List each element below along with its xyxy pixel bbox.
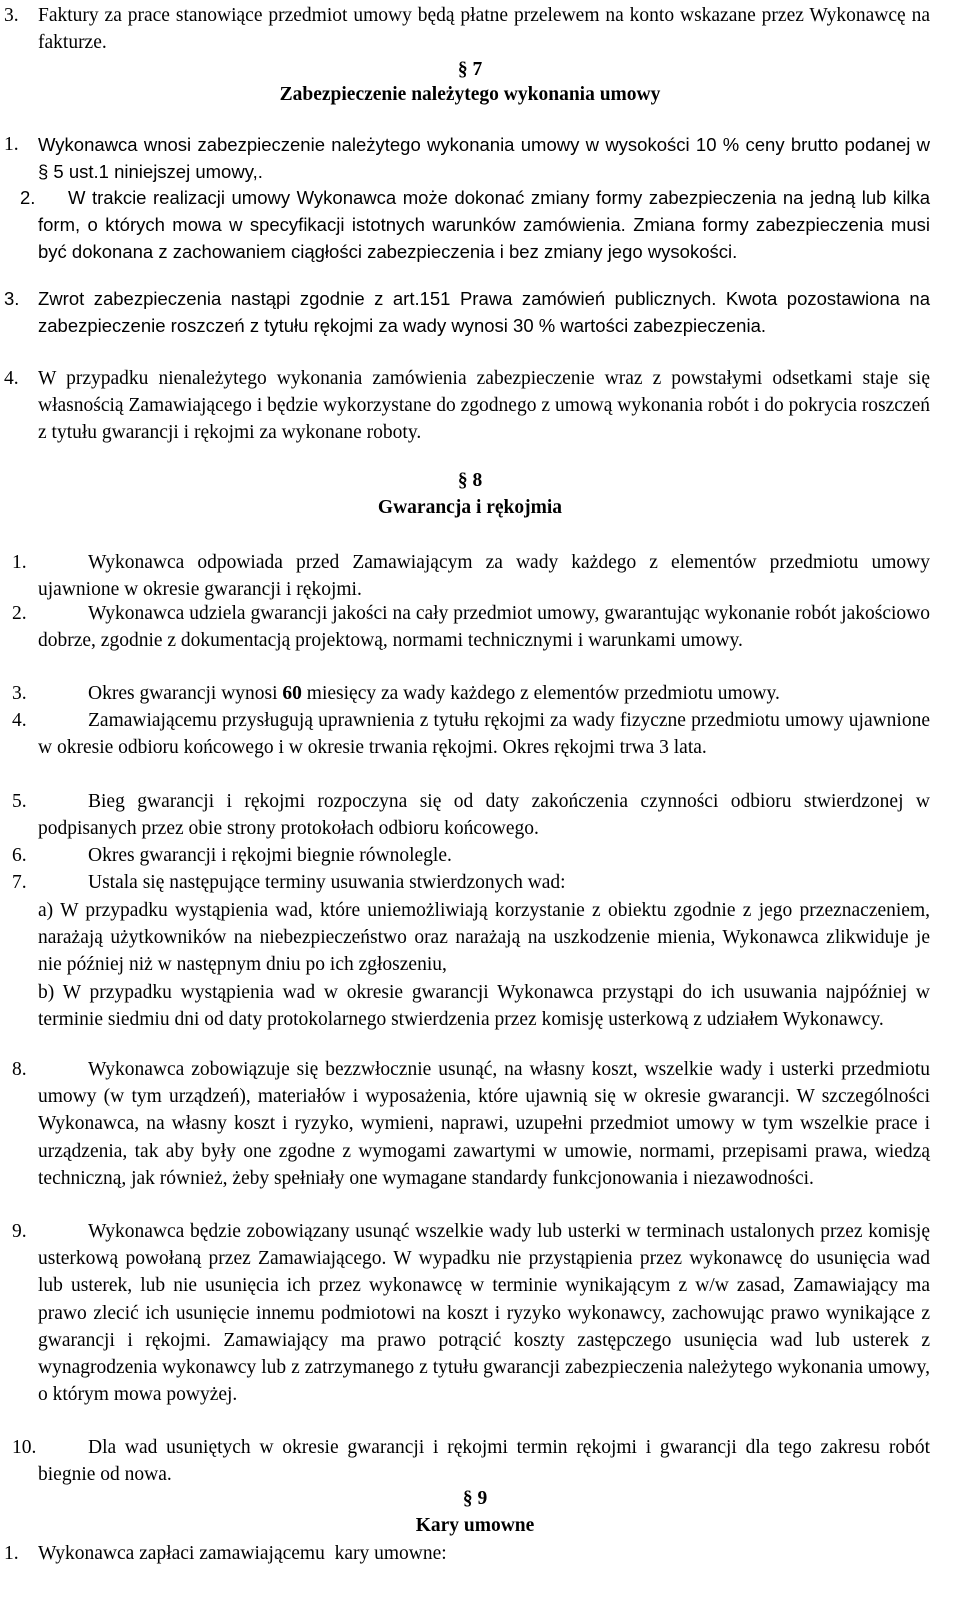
item-text: Faktury za prace stanowiące przedmiot umowy będą płatne przelewem na konto wskazane przez Wykonawcę na fakturze. [38,5,930,54]
list-item [0,842,940,869]
list-item [0,285,940,339]
section-title: Kary umowne [415,1515,535,1536]
list-item [0,600,940,654]
list-item [0,869,940,896]
list-item [0,1056,940,1192]
list-item [0,365,940,447]
item-text [38,1434,930,1488]
item-text: Okres gwarancji i rękojmi biegnie równolegle. [88,845,452,866]
item-number: 5. [12,791,27,812]
section-title: Zabezpieczenie należytego wykonania umowy [279,84,661,105]
item-number: 3. [4,288,20,309]
list-item [0,2,940,56]
item-text [38,1218,930,1408]
item-text [88,680,930,707]
list-item [0,131,940,185]
item-number: 3. [4,5,19,26]
list-subitem [0,979,940,1033]
item-text: a) W przypadku wystąpienia wad, które uniemożliwiają korzystanie z obiektu zgodnie z jego przeznaczeniem, narażają użytkowników na niebezpieczeństwo oraz narażają na uszkodzenie mienia, Wykonawca zlikwiduje je nie później niż w następnym dniu po ich zgłoszeniu, [38,900,930,976]
item-number: 2. [12,603,27,624]
item-text [38,707,930,761]
item-number: 8. [12,1059,27,1080]
item-number: 9. [12,1221,27,1242]
item-number: 6. [12,845,27,866]
item-text-body: W trakcie realizacji umowy Wykonawca może dokonać zmiany formy zabezpieczenia na jedną lub kilka form, o których mowa w specyfikacji istotnych warunków zamówienia. Zmiana formy zabezpieczenia musi być dokonana z zachowaniem ciągłości zabezpieczenia i bez zmiany jego wysokości. [38,187,930,263]
item-text: W przypadku nienależytego wykonania zamówienia zabezpieczenie wraz z powstałymi odsetkami staje się własnością Zamawiającego i będzie wykorzystane do zgodnego z umową wykonania robót i do pokrycia roszczeń z tytułu gwarancji i rękojmi za wykonane roboty. [38,368,930,444]
item-number: 4. [4,368,19,389]
item-text-body: Wykonawca będzie zobowiązany usunąć wszelkie wady lub usterki w terminach ustalonych przez komisję usterkową powołaną przez Zamawiającego. W wypadku nie przystąpienia przez wykonawcę do usunięcia wad lub usterek, lub nie usunięcia ich przez wykonawcę w terminie wynikającym z w/w zasad, Zamawiający ma prawo zlecić ich usunięcie innemu podmiotowi na koszt i ryzyko wykonawcy, zachowując prawo wynikające z gwarancji i rękojmi. Zamawiający ma prawo potrącić koszty zastępczego usunięcia wad lub usterek z wynagrodzenia wykonawcy lub z zatrzymanego z tytułu gwarancji zabezpieczenia należytego wykonania umowy, o którym mowa powyżej. [38,1221,930,1406]
list-item [0,707,940,761]
item-text-body: Dla wad usuniętych w okresie gwarancji i rękojmi termin rękojmi i gwarancji dla tego zakresu robót biegnie od nowa. [38,1437,930,1486]
section-number: § 8 [457,470,483,491]
item-text: Wykonawca wnosi zabezpieczenie należytego wykonania umowy w wysokości 10 % ceny brutto podanej w § 5 ust.1 niniejszej umowy,. [38,134,930,183]
item-number: 7. [12,872,27,893]
item-text-part: Okres gwarancji wynosi [88,683,283,704]
item-number: 3. [12,683,27,704]
item-number: 1. [12,552,27,573]
item-text [38,184,930,266]
list-subitem [0,897,940,979]
list-item [0,549,940,603]
section-number: § 7 [457,59,483,80]
item-text-part: miesięcy za wady każdego z elementów przedmiotu umowy. [301,683,780,704]
item-text-body: Wykonawca odpowiada przed Zamawiającym za wady każdego z elementów przedmiotu umowy ujawnione w okresie gwarancji i rękojmi. [38,552,930,601]
item-text: Ustala się następujące terminy usuwania stwierdzonych wad: [88,872,566,893]
list-item [0,184,940,266]
item-number: 1. [4,1543,19,1564]
item-text [38,788,930,842]
section-title: Gwarancja i rękojmia [377,497,563,518]
item-number: 2. [20,187,36,208]
item-text [38,600,930,654]
item-text: Zwrot zabezpieczenia nastąpi zgodnie z art.151 Prawa zamówień publicznych. Kwota pozostawiona na zabezpieczenie roszczeń z tytułu rękojmi za wady wynosi 30 % wartości zabezpieczenia. [38,288,930,337]
item-text: Wykonawca zapłaci zamawiającemu kary umowne: [38,1543,447,1564]
item-text-body: Wykonawca zobowiązuje się bezzwłocznie usunąć, na własny koszt, wszelkie wady i usterki przedmiotu umowy (w tym urządzeń), materiałów i wyposażenia, które ujawnią się w okresie gwarancji. W szczególności Wykonawca, na własny koszt i ryzyko, wymieni, naprawi, uzupełni przedmiot umowy w tym wszelkie prace i urządzenia, tak aby były one zgodne z wymogami zawartymi w umowie, normami, przepisami prawa, wiedzą techniczną, jak również, żeby spełniały one wymagane standardy funkcjonowania i niezawodności. [38,1059,930,1189]
item-text [38,549,930,603]
section-number: § 9 [462,1488,488,1509]
item-text-body: Wykonawca udziela gwarancji jakości na cały przedmiot umowy, gwarantując wykonanie robót jakościowo dobrze, zgodnie z dokumentacją projektową, normami technicznymi i warunkami umowy. [38,603,930,652]
item-number: 1. [4,134,19,155]
item-number: 10. [12,1437,37,1458]
item-text [38,1056,930,1192]
item-text-body: Zamawiającemu przysługują uprawnienia z tytułu rękojmi za wady fizyczne przedmiotu umowy ujawnione w okresie odbioru końcowego i w okresie trwania rękojmi. Okres rękojmi trwa 3 lata. [38,710,930,759]
list-item [0,680,940,707]
item-text: b) W przypadku wystąpienia wad w okresie gwarancji Wykonawca przystąpi do ich usuwania najpóźniej w terminie siedmiu dni od daty protokolarnego stwierdzenia przez komisję usterkową z udziałem Wykonawcy. [38,982,930,1031]
warranty-months: 60 [282,683,302,704]
list-item [0,1218,940,1408]
item-number: 4. [12,710,27,731]
list-item [0,1434,940,1488]
list-item [0,1540,940,1567]
item-text-body: Bieg gwarancji i rękojmi rozpoczyna się od daty zakończenia czynności odbioru stwierdzonej w podpisanych przez obie strony protokołach odbioru końcowego. [38,791,930,840]
list-item [0,788,940,842]
